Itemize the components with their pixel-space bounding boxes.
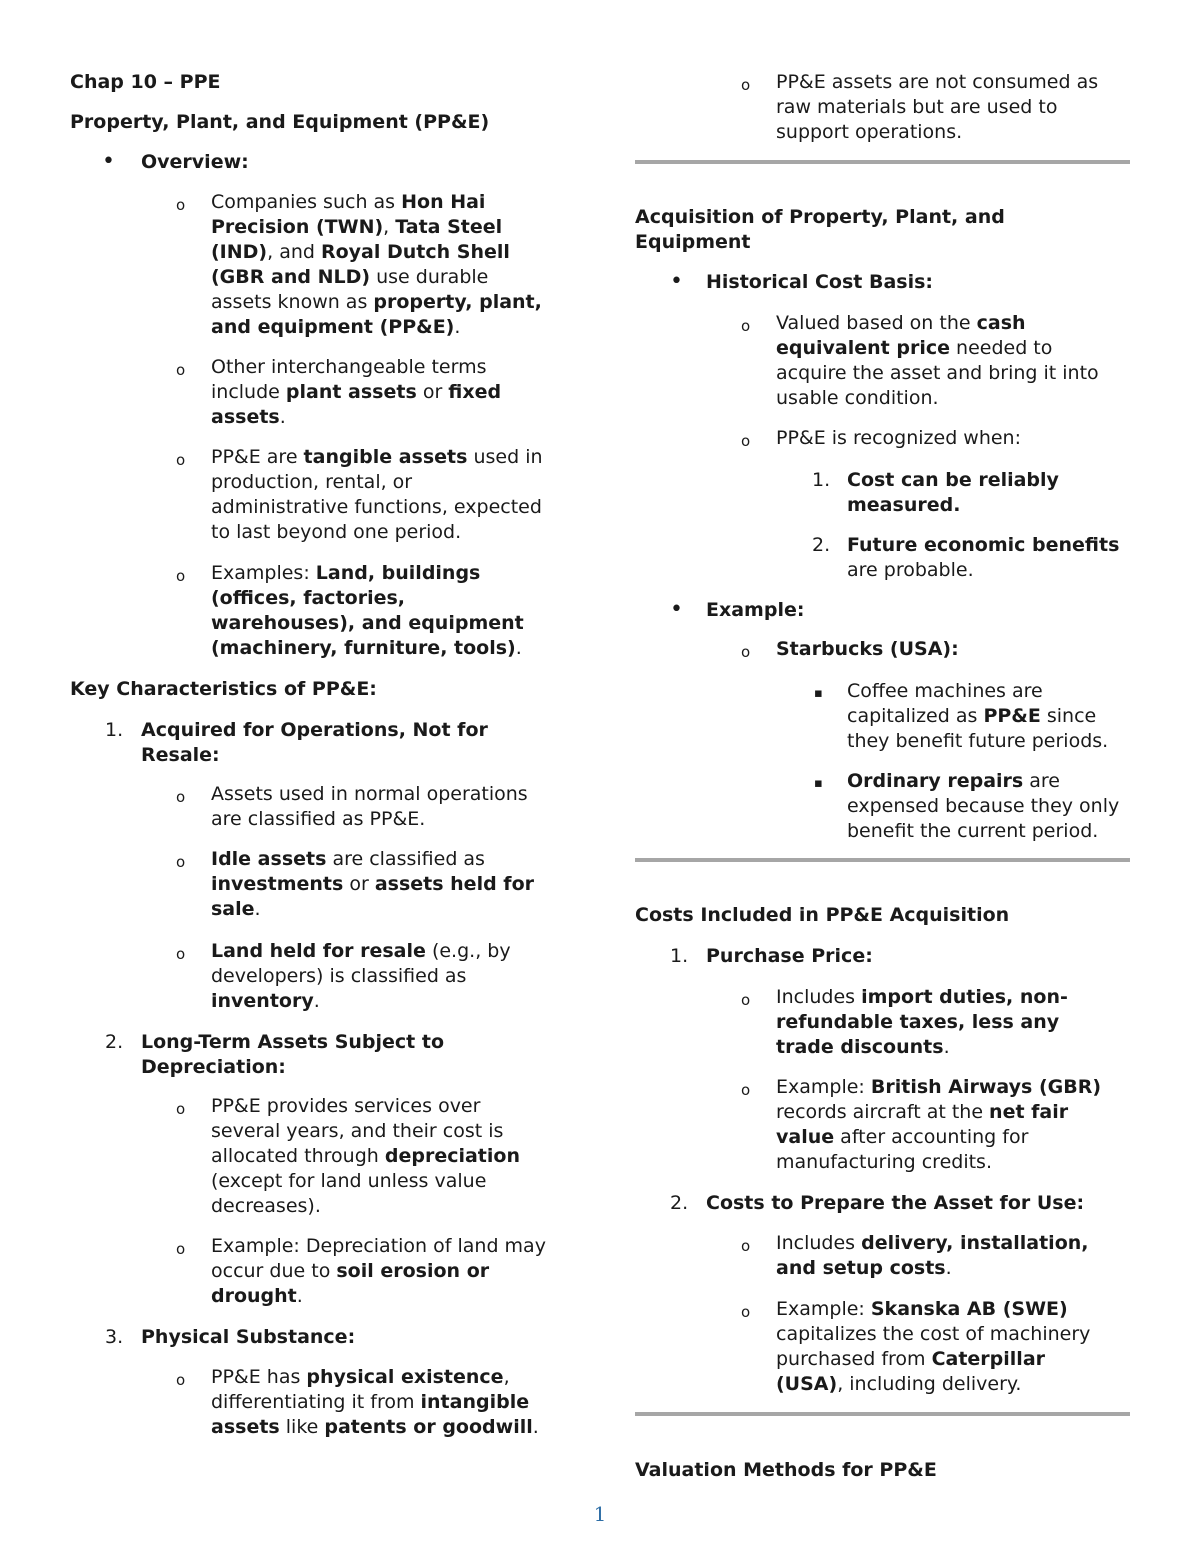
starbucks-label: Starbucks (USA):	[776, 638, 959, 660]
key-label-3: Physical Substance:	[141, 1326, 356, 1348]
costs-heading: Costs Included in PP&E Acquisition	[635, 904, 1010, 926]
bullet-circle-icon: o	[741, 1237, 751, 1255]
section-divider	[635, 1412, 1130, 1416]
example-label: Example:	[706, 599, 805, 621]
bullet-circle-icon: o	[741, 432, 751, 450]
key3-item-1: PP&E has physical existence, differentiating it from intangible assets like patents or goodwill.	[211, 1366, 539, 1438]
bullet-circle-icon: o	[741, 1303, 751, 1321]
carryover-item: PP&E assets are not consumed as raw materials but are used to support operations.	[776, 71, 1099, 143]
bullet-circle-icon: o	[741, 76, 751, 94]
bullet-square-icon: ▪	[814, 686, 823, 701]
bullet-disc-icon: •	[102, 149, 115, 174]
key1-item-3: Land held for resale (e.g., by developers) is classified as inventory.	[211, 940, 511, 1012]
historical-cost-label: Historical Cost Basis:	[706, 271, 933, 293]
key-number-2: 2.	[105, 1031, 124, 1053]
overview-item-2: Other interchangeable terms include plant assets or fixed assets.	[211, 356, 502, 428]
purchase-price-label: Purchase Price:	[706, 945, 873, 967]
bullet-circle-icon: o	[176, 945, 186, 963]
valuation-heading: Valuation Methods for PP&E	[635, 1459, 937, 1481]
section-divider	[635, 160, 1130, 164]
overview-item-3: PP&E are tangible assets used in production, rental, or administrative functions, expected to last beyond one period.	[211, 446, 543, 543]
page-number: 1	[593, 1502, 607, 1526]
overview-label: Overview:	[141, 151, 249, 173]
overview-item-4: Examples: Land, buildings (offices, factories, warehouses), and equipment (machinery, furniture, tools).	[211, 562, 524, 659]
purchase-item-1: Includes import duties, non- refundable taxes, less any trade discounts.	[776, 986, 1068, 1058]
key-number-1: 1.	[105, 719, 124, 741]
chapter-title: Chap 10 – PPE	[70, 71, 221, 93]
key-label-1: Acquired for Operations, Not for Resale:	[141, 719, 488, 766]
bullet-circle-icon: o	[176, 1100, 186, 1118]
bullet-circle-icon: o	[176, 361, 186, 379]
bullet-circle-icon: o	[176, 567, 186, 585]
bullet-circle-icon: o	[741, 643, 751, 661]
bullet-square-icon: ▪	[814, 776, 823, 791]
key-number-3: 3.	[105, 1326, 124, 1348]
key2-item-1: PP&E provides services over several years, and their cost is allocated through depreciation (except for land unless value decreases).	[211, 1095, 520, 1217]
costs-number-2: 2.	[670, 1192, 689, 1214]
bullet-circle-icon: o	[741, 991, 751, 1009]
costs-number-1: 1.	[670, 945, 689, 967]
bullet-disc-icon: •	[670, 269, 683, 294]
bullet-circle-icon: o	[176, 451, 186, 469]
bullet-circle-icon: o	[176, 1371, 186, 1389]
historical-item-2: PP&E is recognized when:	[776, 427, 1022, 449]
bullet-disc-icon: •	[670, 597, 683, 622]
recognition-number-2: 2.	[812, 534, 831, 556]
bullet-circle-icon: o	[176, 1240, 186, 1258]
prepare-item-2: Example: Skanska AB (SWE) capitalizes the cost of machinery purchased from Caterpillar (USA), including delivery.	[776, 1298, 1091, 1395]
starbucks-item-1: Coffee machines are capitalized as PP&E since they benefit future periods.	[847, 680, 1109, 752]
bullet-circle-icon: o	[741, 1081, 751, 1099]
key1-item-2: Idle assets are classified as investments or assets held for sale.	[211, 848, 534, 920]
prepare-item-1: Includes delivery, installation, and setup costs.	[776, 1232, 1089, 1279]
bullet-circle-icon: o	[741, 317, 751, 335]
bullet-circle-icon: o	[176, 853, 186, 871]
key1-item-1: Assets used in normal operations are classified as PP&E.	[211, 783, 528, 830]
recognition-item-1: Cost can be reliably measured.	[847, 469, 1059, 516]
recognition-item-2: Future economic benefits are probable.	[847, 534, 1120, 581]
starbucks-item-2: Ordinary repairs are expensed because they only benefit the current period.	[847, 770, 1120, 842]
bullet-circle-icon: o	[176, 788, 186, 806]
bullet-circle-icon: o	[176, 196, 186, 214]
prepare-asset-label: Costs to Prepare the Asset for Use:	[706, 1192, 1085, 1214]
key-characteristics-heading: Key Characteristics of PP&E:	[70, 678, 377, 700]
section-divider	[635, 858, 1130, 862]
key-label-2: Long-Term Assets Subject to Depreciation:	[141, 1031, 445, 1078]
historical-item-1: Valued based on the cash equivalent price needed to acquire the asset and bring it into usable condition.	[776, 312, 1099, 409]
overview-item-1: Companies such as Hon Hai Precision (TWN), Tata Steel (IND), and Royal Dutch Shell (GBR and NLD) use durable assets known as property, plant, and equipment (PP&E).	[211, 191, 542, 338]
key2-item-2: Example: Depreciation of land may occur due to soil erosion or drought.	[211, 1235, 546, 1307]
recognition-number-1: 1.	[812, 469, 831, 491]
acquisition-heading: Acquisition of Property, Plant, and Equipment	[635, 206, 1005, 253]
purchase-item-2: Example: British Airways (GBR) records aircraft at the net fair value after accounting for manufacturing credits.	[776, 1076, 1102, 1173]
section-heading-ppe: Property, Plant, and Equipment (PP&E)	[70, 111, 490, 133]
